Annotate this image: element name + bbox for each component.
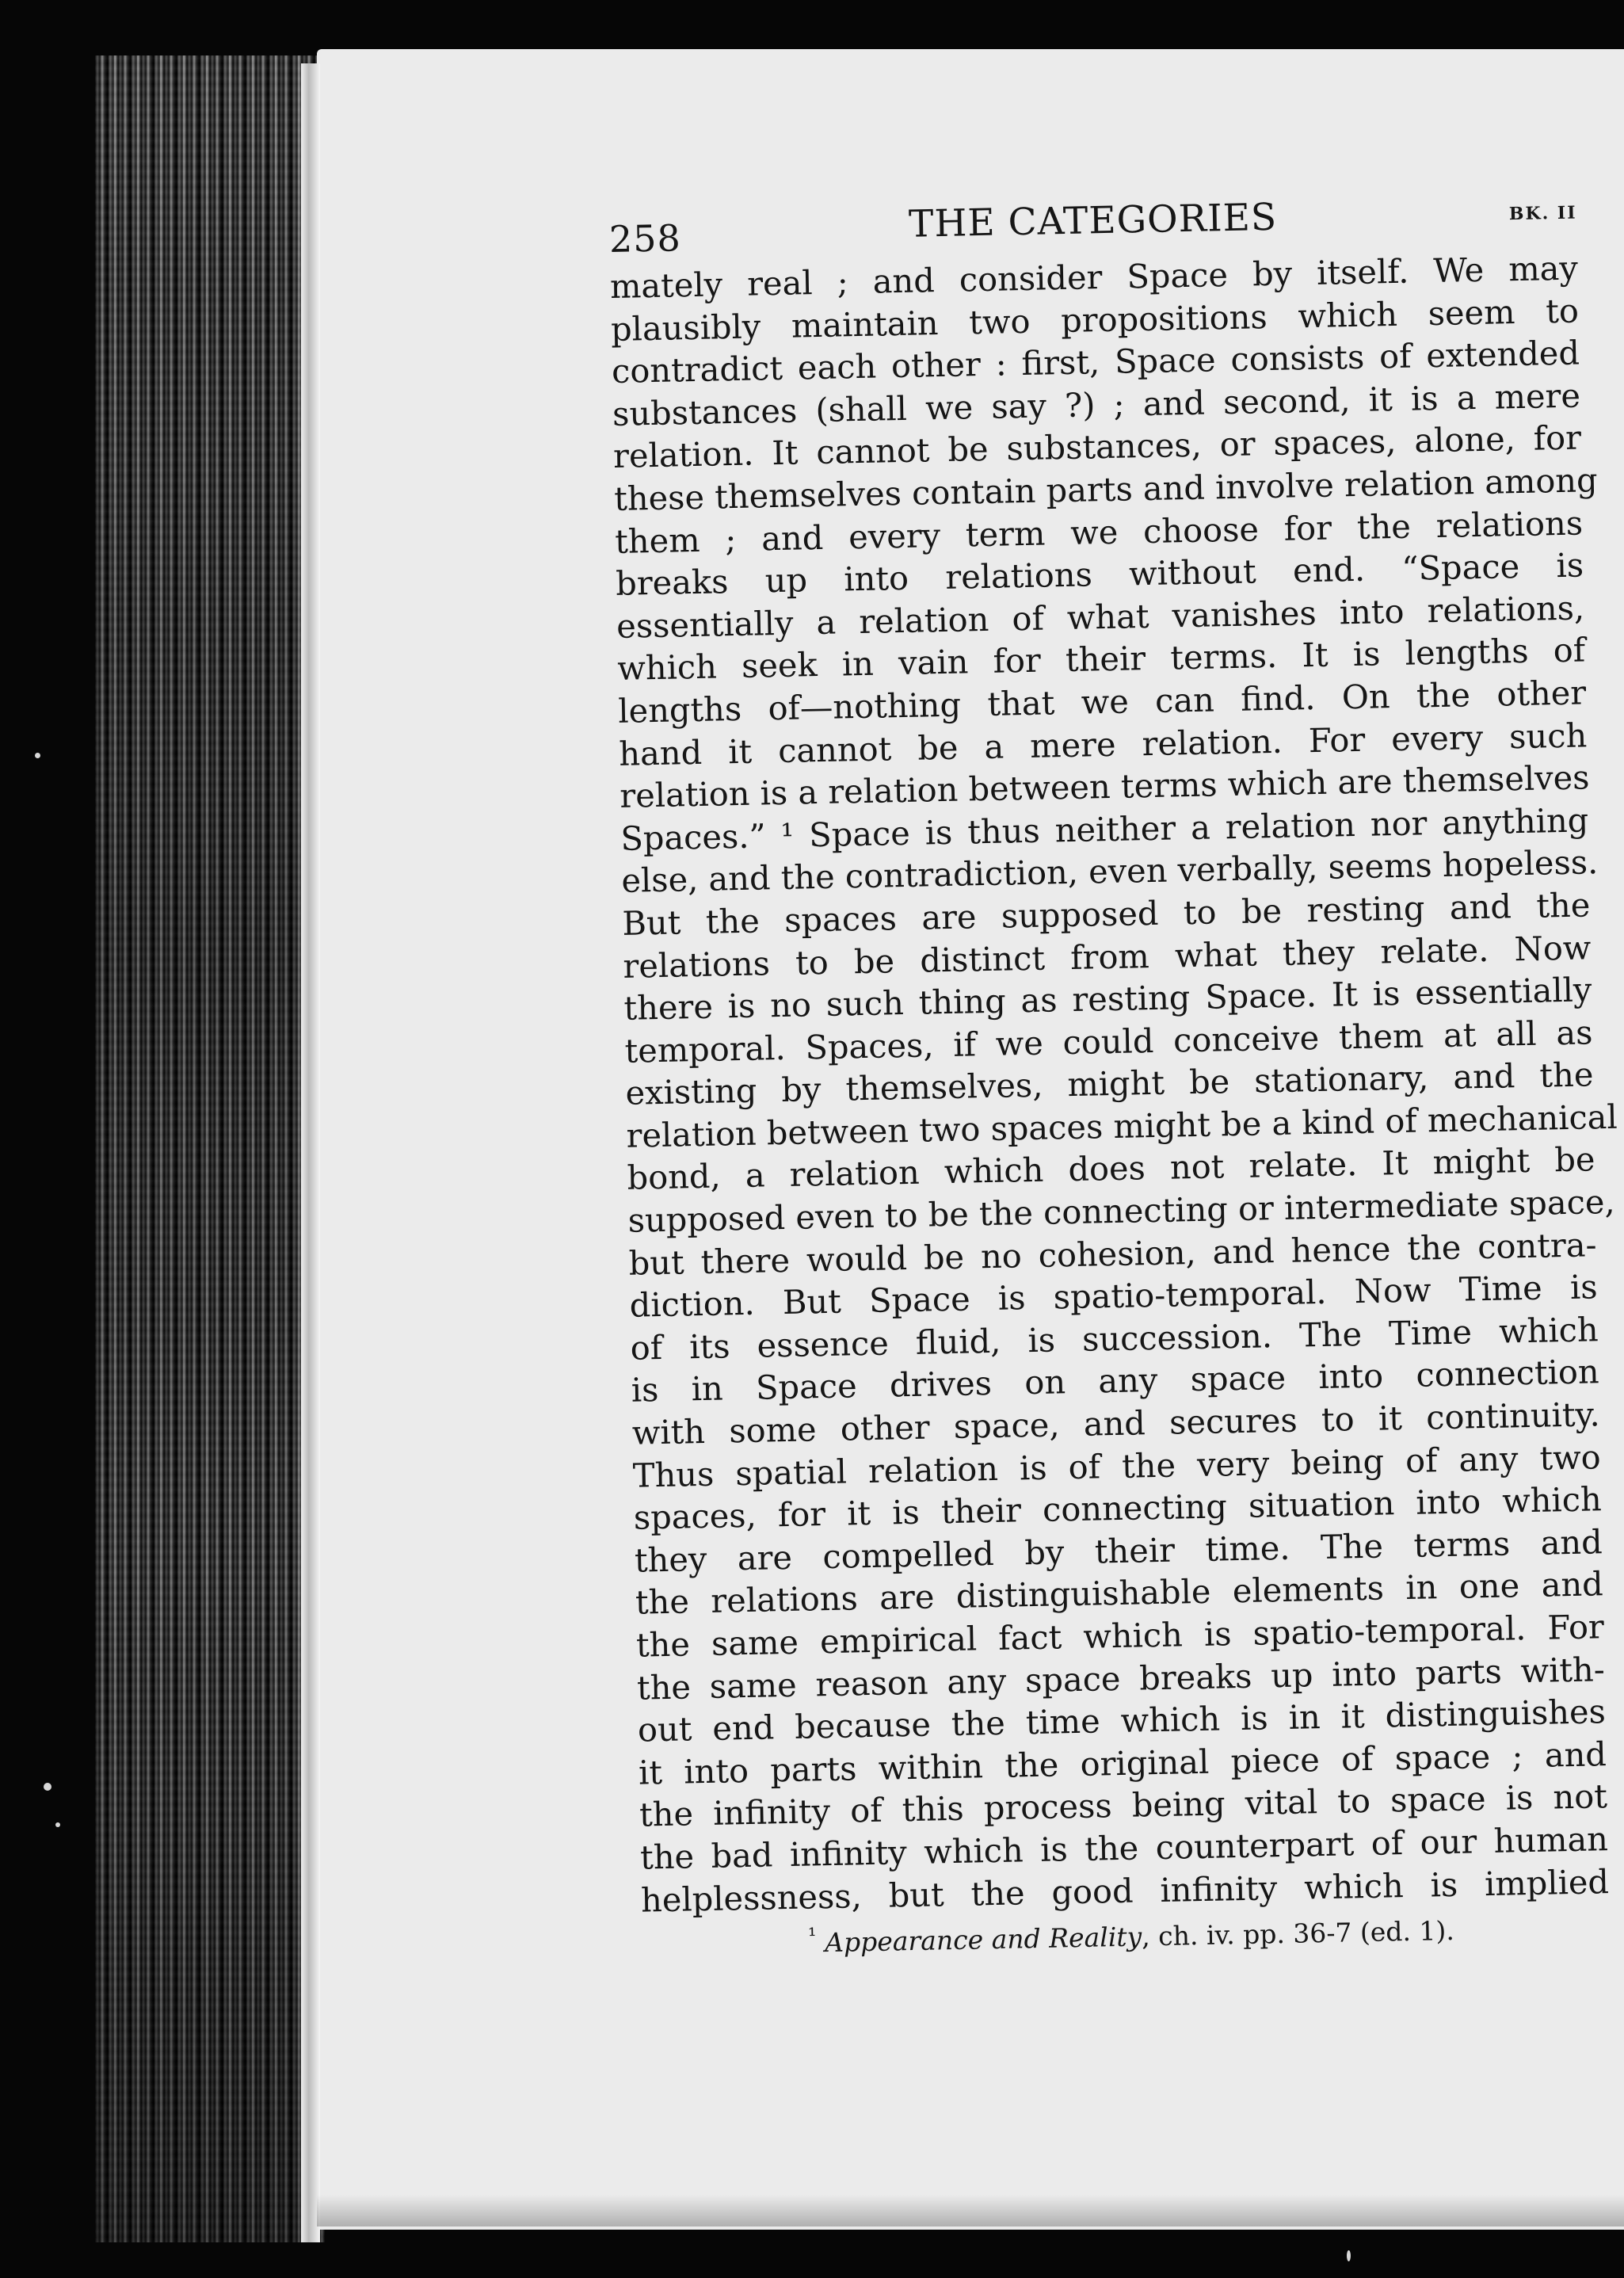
text-line: the same empirical fact which is spatio-temporal. For — [635, 1607, 1605, 1665]
text-line: they are compelled by their time. The terms and — [634, 1522, 1603, 1580]
book-edges-shading — [95, 55, 325, 2242]
text-line: essentially a relation of what vanishes into relations, — [616, 588, 1585, 646]
text-line: substances (shall we say ?) ; and second, it is a mere — [612, 376, 1581, 433]
text-line: out end because the time which is in it distinguishes — [637, 1692, 1607, 1750]
text-line: relation. It cannot be substances, or spaces, alone, for — [612, 418, 1582, 476]
text-line: Spaces.” ¹ Space is thus neither a relation nor anything — [619, 800, 1589, 858]
text-line: relation is a relation between terms which are themselves — [619, 757, 1590, 815]
text-line: there is no such thing as resting Space. It is essentially — [623, 970, 1592, 1028]
text-line: existing by themselves, might be stationary, and the — [625, 1055, 1594, 1113]
text-line: the infinity of this process being vital to space is not — [639, 1776, 1608, 1834]
text-line: Thus spatial relation is of the very being of any two — [632, 1437, 1602, 1495]
text-line: mately real ; and consider Space by itself. We may — [609, 248, 1579, 306]
text-line: diction. But Space is spatio-temporal. Now Time is — [629, 1267, 1598, 1325]
text-line: it into parts within the original piece of space ; and — [638, 1734, 1607, 1792]
text-line: temporal. Spaces, if we could conceive them at all as — [624, 1013, 1593, 1070]
text-line: relations to be distinct from what they relate. Now — [623, 927, 1592, 986]
text-line: plausibly maintain two propositions which seem to — [610, 291, 1580, 349]
text-line: breaks up into relations without end. “Space is — [615, 545, 1584, 604]
page-number: 258 — [608, 216, 682, 261]
footnote-marker: ¹ — [807, 1924, 817, 1948]
scan-speck — [55, 1822, 60, 1827]
text-line: which seek in vain for their terms. It is lengths of — [616, 630, 1586, 689]
footnote-citation: , ch. iv. pp. 36-7 (ed. 1). — [1141, 1915, 1455, 1952]
text-line: else, and the contradiction, even verbally, seems hopeless. — [620, 842, 1599, 901]
text-line: But the spaces are supposed to be resting and the — [622, 885, 1591, 943]
text-line: contradict each other : first, Space consists of extended — [611, 333, 1580, 391]
page-gutter — [301, 63, 320, 2242]
page-bottom-shadow — [317, 2195, 1624, 2226]
text-line: spaces, for it is their connecting situation into which — [633, 1479, 1603, 1537]
text-line: them ; and every term we choose for the relations — [614, 503, 1584, 561]
text-line: of its essence fluid, is succession. The Time which — [630, 1310, 1599, 1368]
text-line: with some other space, and secures to it continuity. — [631, 1395, 1601, 1452]
text-line: lengths of—nothing that we can find. On the other — [617, 673, 1587, 731]
page-content — [608, 184, 1618, 1964]
book-reference: BK. II — [1508, 202, 1577, 225]
text-line: hand it cannot be a mere relation. For every such — [618, 715, 1588, 773]
scan-speck — [35, 753, 40, 758]
text-line: but there would be no cohesion, and hence the contra- — [628, 1224, 1597, 1283]
running-title: THE CATEGORIES — [908, 195, 1278, 246]
scan-speck — [44, 1783, 51, 1791]
text-line: the bad infinity which is the counterpart of our human — [639, 1819, 1609, 1877]
text-line: the relations are distinguishable elements in one and — [635, 1564, 1604, 1623]
text-line: these themselves contain parts and involve relation among — [613, 460, 1599, 518]
text-line: the same reason any space breaks up into parts with- — [636, 1649, 1606, 1708]
footnote-source-title: Appearance and Reality — [824, 1921, 1142, 1959]
text-line: is in Space drives on any space into connection — [631, 1352, 1600, 1410]
text-line: helplessness, but the good infinity which is implied — [640, 1861, 1610, 1920]
text-line: supposed even to be the connecting or intermediate space, — [627, 1181, 1616, 1240]
text-line: bond, a relation which does not relate. It might be — [627, 1139, 1595, 1198]
scan-speck — [1347, 2250, 1351, 2261]
text-line: relation between two spaces might be a kind of mechanical — [626, 1097, 1618, 1155]
body-text — [609, 247, 1618, 1921]
